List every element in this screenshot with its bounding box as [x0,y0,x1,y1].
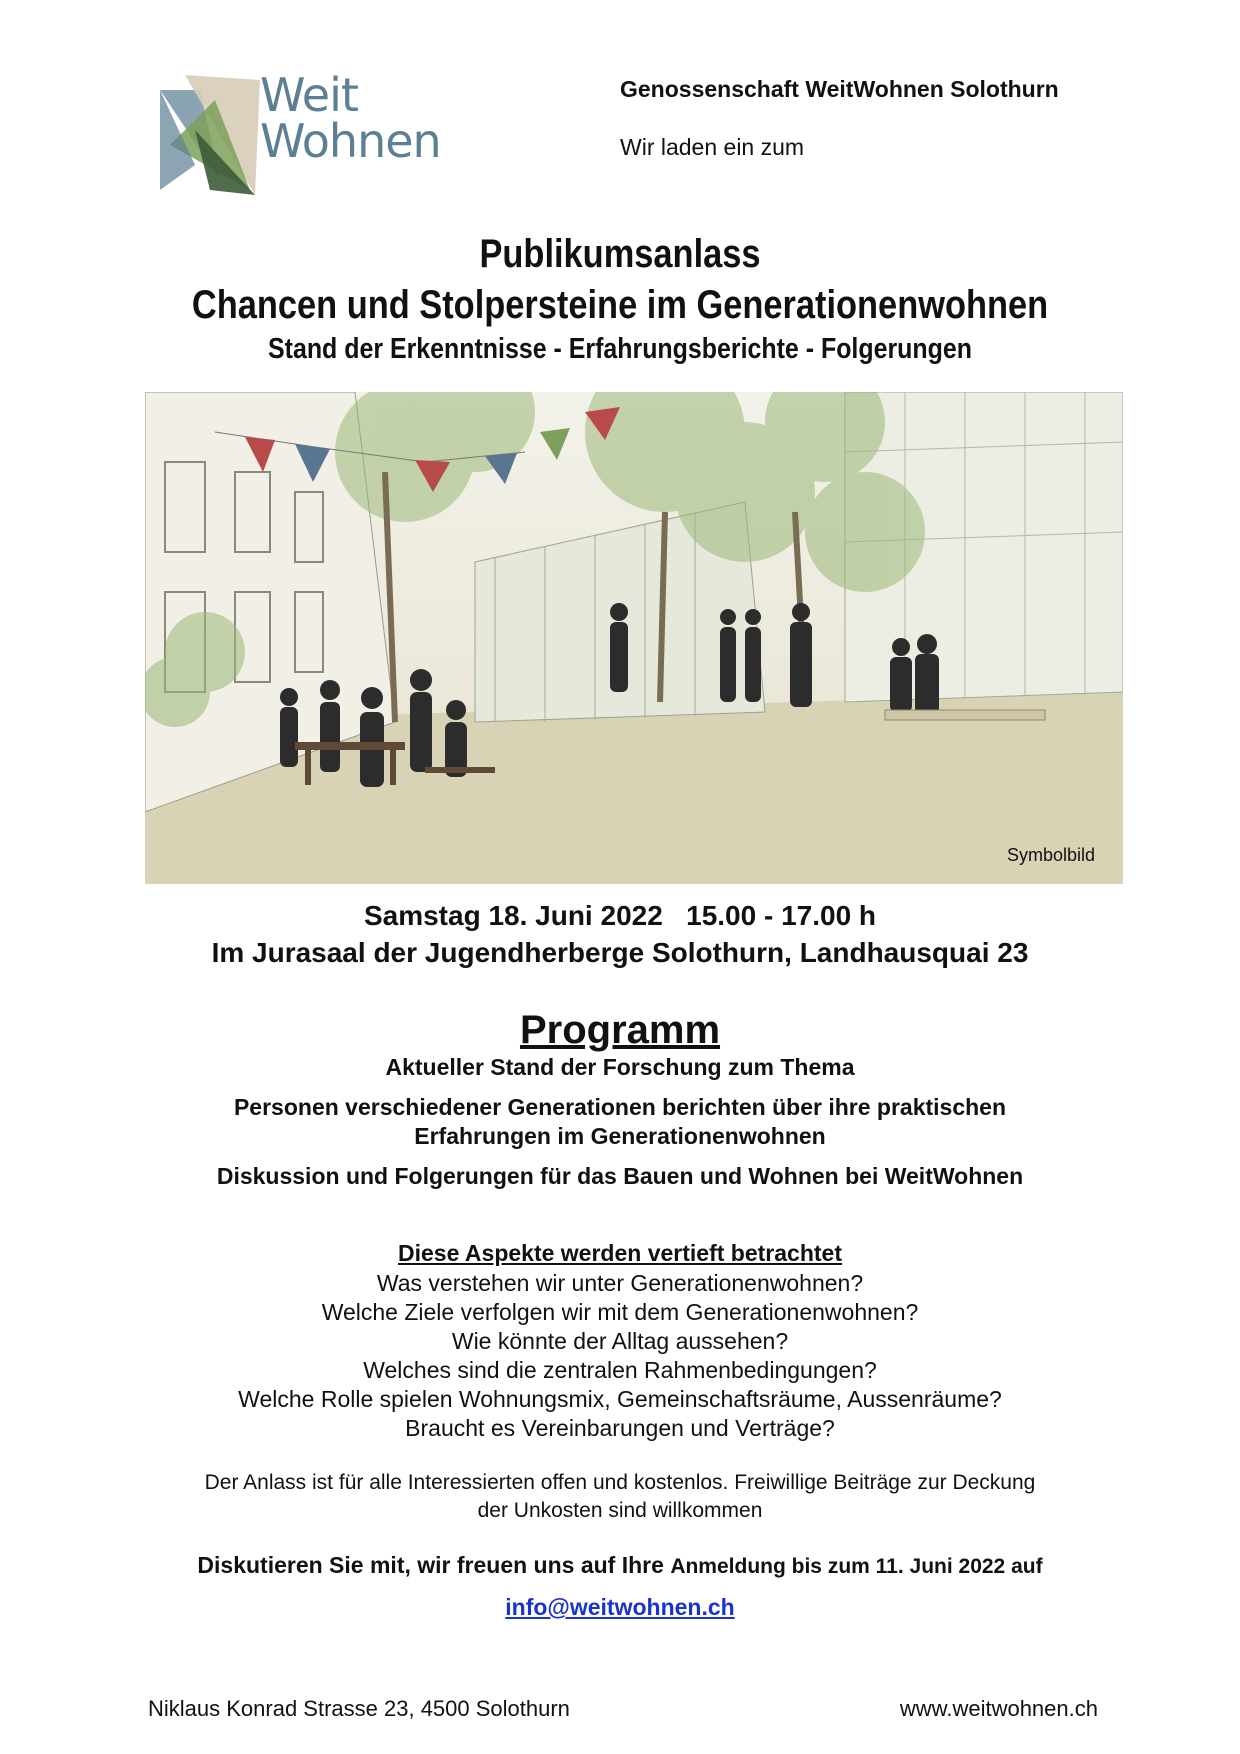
symbol-image [145,392,1123,884]
aspects-heading: Diese Aspekte werden vertieft betrachtet [398,1240,842,1266]
logo-word-2: Wohnen [260,114,441,168]
event-venue: Im Jurasaal der Jugendherberge Solothurn, Landhausquai 23 [211,937,1029,968]
logo-word-1: Weit [260,68,358,122]
photo-caption: Symbolbild [1006,845,1095,865]
aspect-item: Braucht es Vereinbarungen und Verträge? [405,1415,835,1441]
email-link[interactable]: info@weitwohnen.ch [505,1594,735,1620]
note-line-1: Der Anlass ist für alle Interessierten offen und kostenlos. Freiwillige Beiträge zur Deckung [204,1471,1036,1494]
aspect-item: Wie könnte der Alltag aussehen? [451,1328,789,1354]
courtyard-illustration [145,392,1123,884]
note-line-2: der Unkosten sind willkommen [477,1499,763,1522]
title-line-2-text: Chancen und Stolpersteine im Generationenwohnen [191,283,1049,327]
aspect-item: Welche Ziele verfolgen wir mit dem Generationenwohnen? [321,1299,919,1325]
title-line-3 [0,333,1240,366]
title-line-3-text: Stand der Erkenntnisse - Erfahrungsberichte - Folgerungen [268,333,972,365]
title-line-2 [0,283,1240,328]
program-item: Aktueller Stand der Forschung zum Thema [385,1054,855,1080]
aspect-item: Welches sind die zentralen Rahmenbedingungen? [363,1357,877,1383]
title-line-1-text: Publikumsanlass [479,232,761,276]
call-to-action [0,1552,1240,1579]
cta-part-1: Diskutieren Sie mit, wir freuen uns auf Ihre [197,1552,671,1578]
footer-address: Niklaus Konrad Strasse 23, 4500 Solothurn [148,1696,570,1721]
event-date-time: Samstag 18. Juni 2022 15.00 - 17.00 h [363,900,877,931]
organization-name: Genossenschaft WeitWohnen Solothurn [620,76,1059,102]
logo-triangles-icon [155,70,265,200]
program-item: Diskussion und Folgerungen für das Bauen und Wohnen bei WeitWohnen [216,1163,1024,1189]
program-item: Erfahrungen im Generationenwohnen [414,1123,826,1149]
aspect-item: Welche Rolle spielen Wohnungsmix, Gemeinschaftsräume, Aussenräume? [238,1386,1002,1412]
title-line-1 [0,232,1240,277]
program-item: Personen verschiedener Generationen berichten über ihre praktischen [233,1094,1007,1120]
aspect-item: Was verstehen wir unter Generationenwohnen? [376,1270,864,1296]
program-heading: Programm [519,1008,721,1052]
invitation-text: Wir laden ein zum [620,134,805,160]
weitwohnen-logo [155,70,485,200]
footer-website[interactable]: www.weitwohnen.ch [899,1696,1098,1721]
cta-part-2: Anmeldung bis zum 11. Juni 2022 auf [670,1555,1043,1578]
